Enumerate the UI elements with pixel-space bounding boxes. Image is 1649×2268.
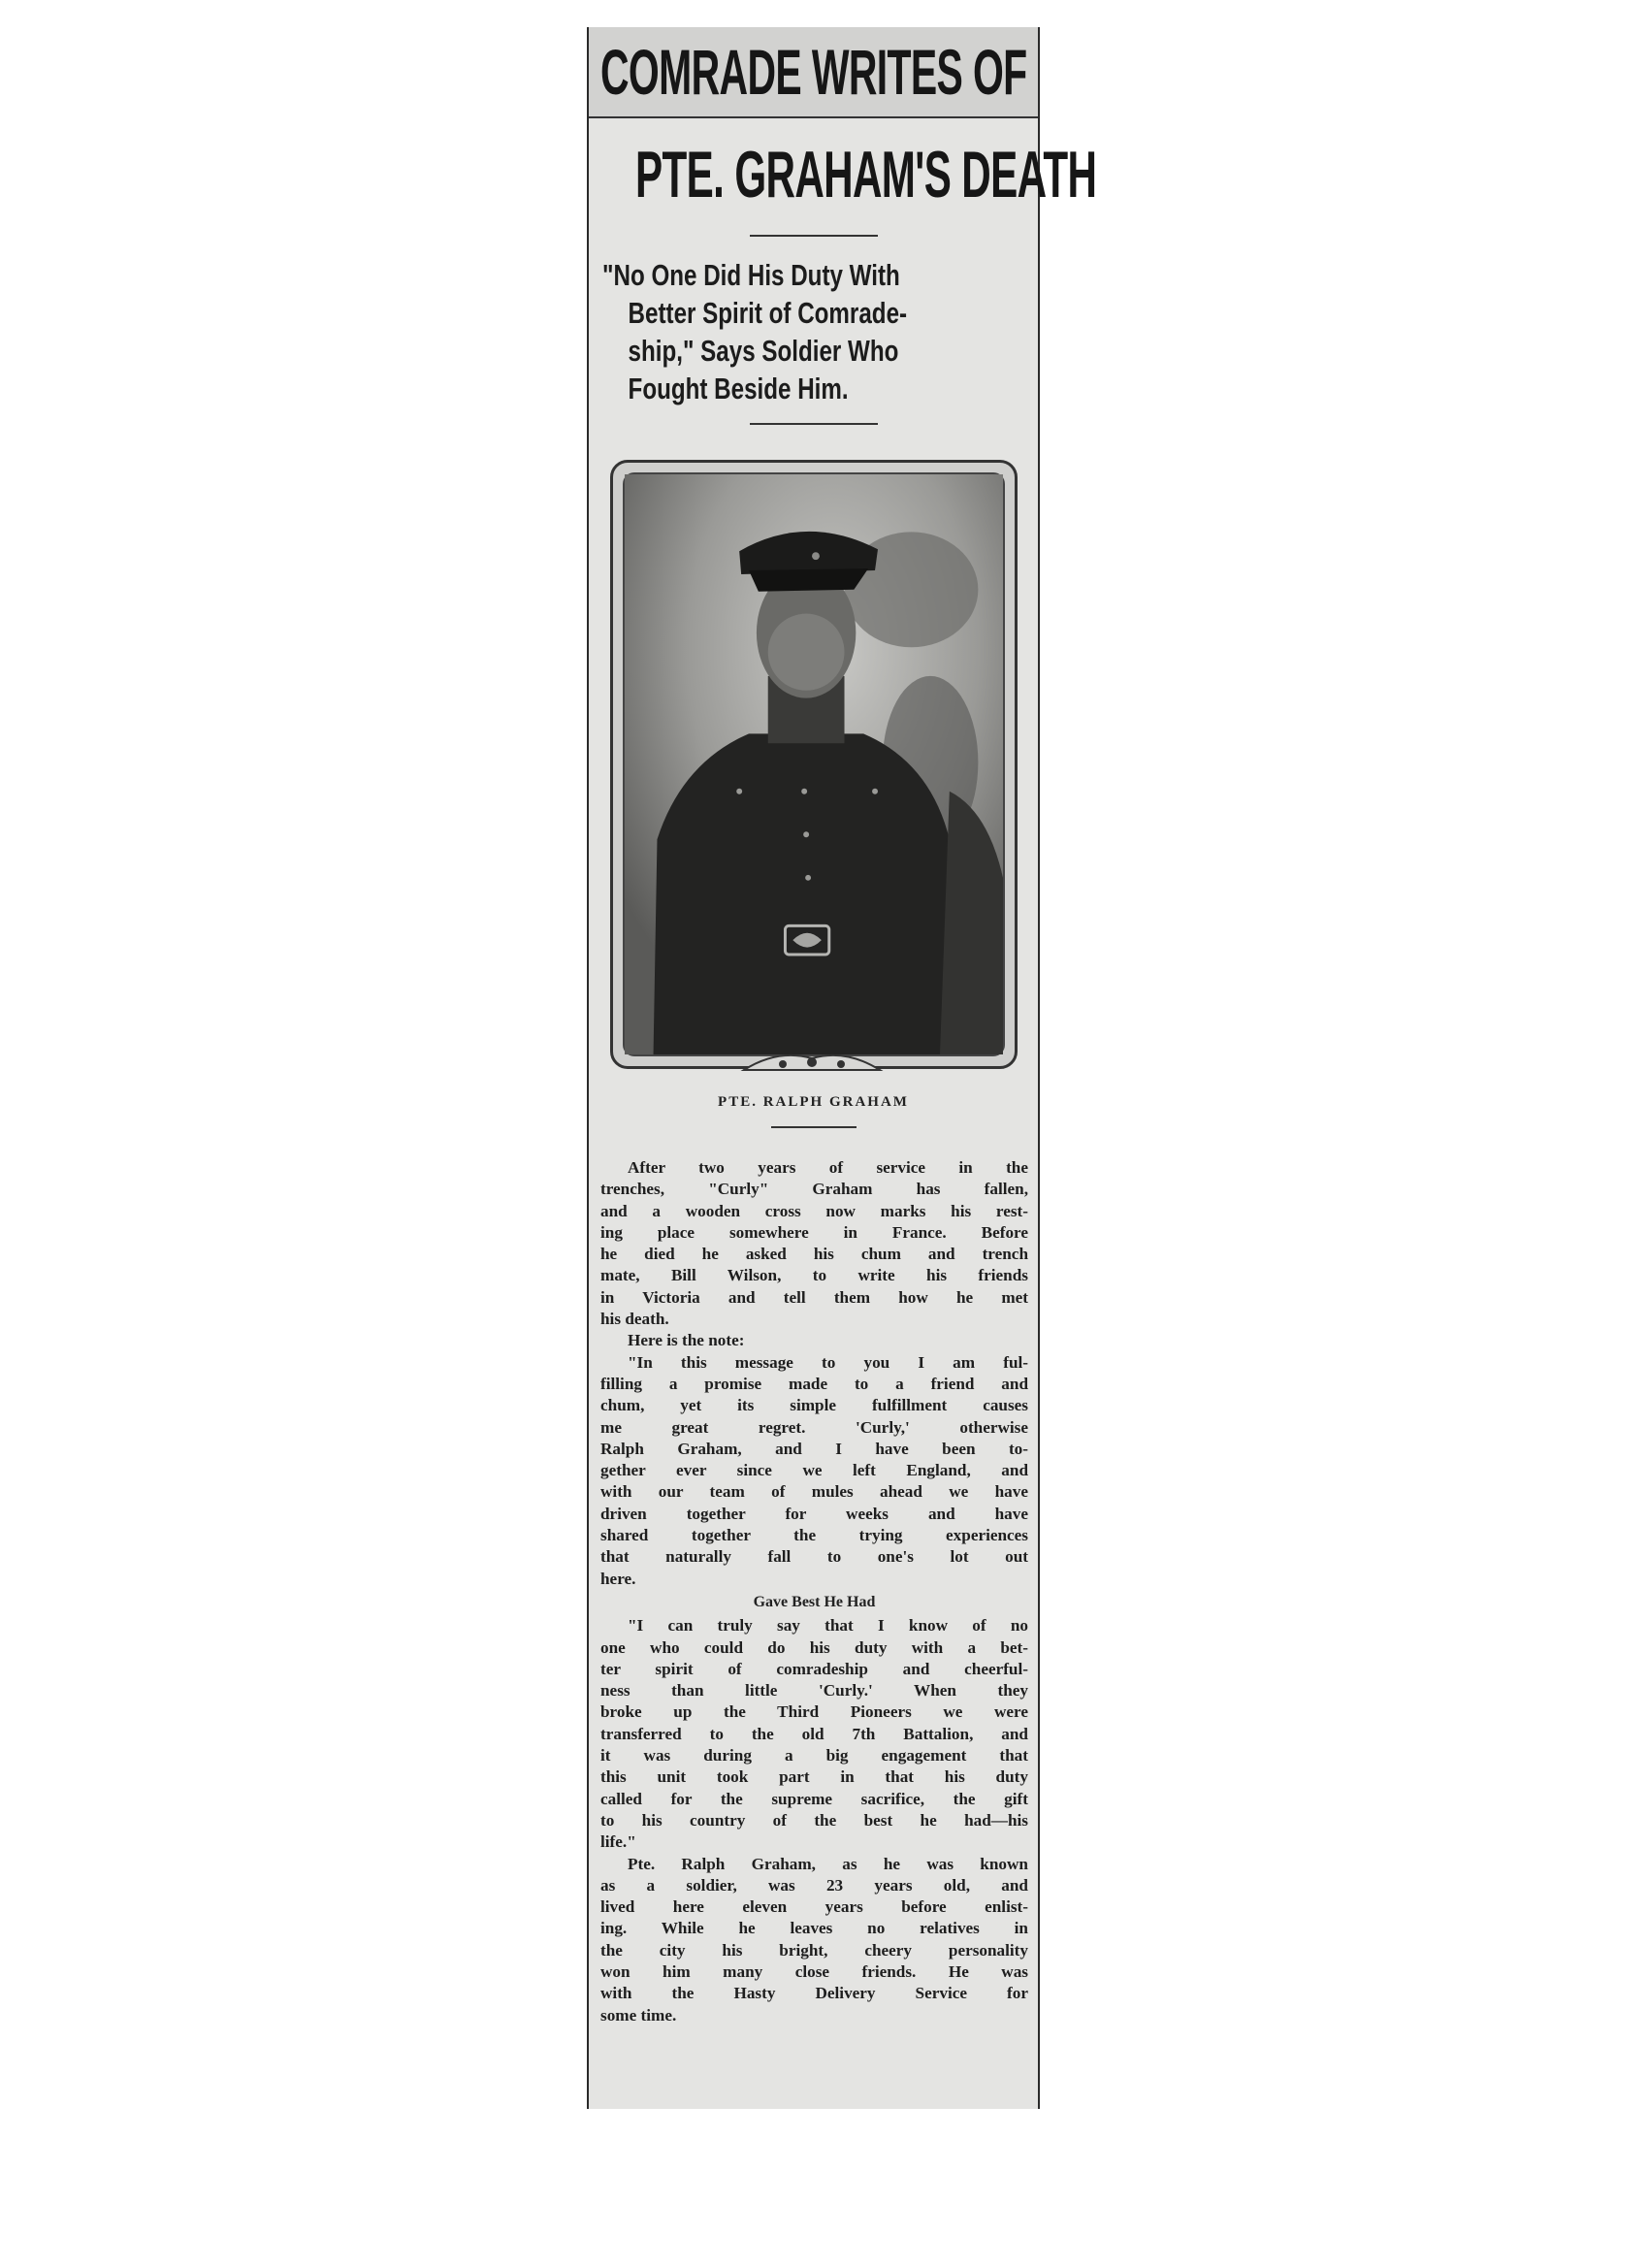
text-line: After two years of service in the — [628, 1158, 1028, 1177]
text-line: the city his bright, cheery personality — [600, 1940, 1028, 1960]
frame-ornament-icon — [739, 1051, 885, 1076]
text-line: ness than little 'Curly.' When they — [600, 1681, 1028, 1701]
text-line: broke up the Third Pioneers we were — [600, 1702, 1028, 1722]
text-line: one who could do his duty with a bet- — [600, 1637, 1028, 1657]
newspaper-clipping — [587, 27, 1097, 2109]
text-line: Pte. Ralph Graham, as he was known — [628, 1854, 1028, 1873]
headline-line-1: COMRADE WRITES OF — [600, 36, 1027, 108]
text-line: Ralph Graham, and I have been to- — [600, 1439, 1028, 1458]
portrait-photo-frame — [610, 460, 1018, 1069]
text-line: called for the supreme sacrifice, the gift — [600, 1789, 1028, 1808]
paragraph — [600, 1330, 1028, 1351]
text-line: trenches, "Curly" Graham has fallen, — [600, 1180, 1028, 1199]
subdeck-line: Fought Beside Him. — [628, 372, 849, 405]
text-line: with the Hasty Delivery Service for — [600, 1984, 1028, 2003]
text-line: some time. — [600, 2005, 677, 2025]
text-line: ing. While he leaves no relatives in — [600, 1919, 1028, 1938]
text-line: ter spirit of comradeship and cheerful- — [600, 1659, 1028, 1678]
divider-rule — [771, 1126, 857, 1128]
text-line: and a wooden cross now marks his rest- — [600, 1201, 1028, 1220]
text-line: Here is the note: — [628, 1331, 745, 1350]
text-line: it was during a big engagement that — [600, 1746, 1028, 1766]
text-line: chum, yet its simple fulfillment causes — [600, 1396, 1028, 1415]
article-body — [589, 1157, 1038, 2026]
paragraph — [600, 1854, 1028, 2026]
headline-bottom — [589, 118, 1097, 231]
text-line: life." — [600, 1832, 636, 1852]
text-line: mate, Bill Wilson, to write his friends — [600, 1266, 1028, 1285]
text-line: that naturally fall to one's lot out — [600, 1547, 1028, 1567]
text-line: won him many close friends. He was — [600, 1961, 1028, 1981]
subdeck-line: "No One Did His Duty With — [602, 258, 900, 292]
photo-caption: PTE. RALPH GRAHAM — [718, 1094, 909, 1110]
paragraph — [600, 1157, 1028, 1330]
text-line: shared together the trying experiences — [600, 1526, 1028, 1545]
portrait-photo — [623, 472, 1005, 1056]
text-line: transferred to the old 7th Battalion, and — [600, 1724, 1028, 1743]
text-line: ing place somewhere in France. Before — [600, 1222, 1028, 1242]
text-line: here. — [600, 1569, 636, 1588]
text-line: his death. — [600, 1310, 669, 1329]
text-line: this unit took part in that his duty — [600, 1767, 1028, 1787]
headline-top — [589, 27, 1038, 118]
text-line: as a soldier, was 23 years old, and — [600, 1875, 1028, 1895]
subheadline-deck — [589, 237, 1037, 423]
text-line: driven together for weeks and have — [600, 1504, 1028, 1523]
text-line: lived here eleven years before enlist- — [600, 1897, 1028, 1917]
text-line: filling a promise made to a friend and — [600, 1374, 1028, 1393]
text-line: in Victoria and tell them how he met — [600, 1287, 1028, 1307]
text-line: me great regret. 'Curly,' otherwise — [600, 1417, 1028, 1437]
subdeck-line: ship," Says Soldier Who — [628, 334, 899, 368]
soldier-portrait-image — [625, 474, 1003, 1054]
text-line: "In this message to you I am ful- — [628, 1352, 1028, 1372]
subdeck-line: Better Spirit of Comrade- — [628, 296, 908, 330]
text-line: "I can truly say that I know of no — [628, 1616, 1028, 1636]
article-subhead: Gave Best He Had — [753, 1593, 876, 1610]
paragraph — [600, 1352, 1028, 1590]
text-line: gether ever since we left England, and — [600, 1461, 1028, 1480]
divider-rule — [750, 423, 878, 425]
headline-line-2: PTE. GRAHAM'S DEATH — [635, 138, 1097, 211]
text-line: he died he asked his chum and trench — [600, 1245, 1028, 1264]
text-line: to his country of the best he had—his — [600, 1810, 1028, 1830]
text-line: with our team of mules ahead we have — [600, 1482, 1028, 1502]
paragraph — [600, 1615, 1028, 1853]
